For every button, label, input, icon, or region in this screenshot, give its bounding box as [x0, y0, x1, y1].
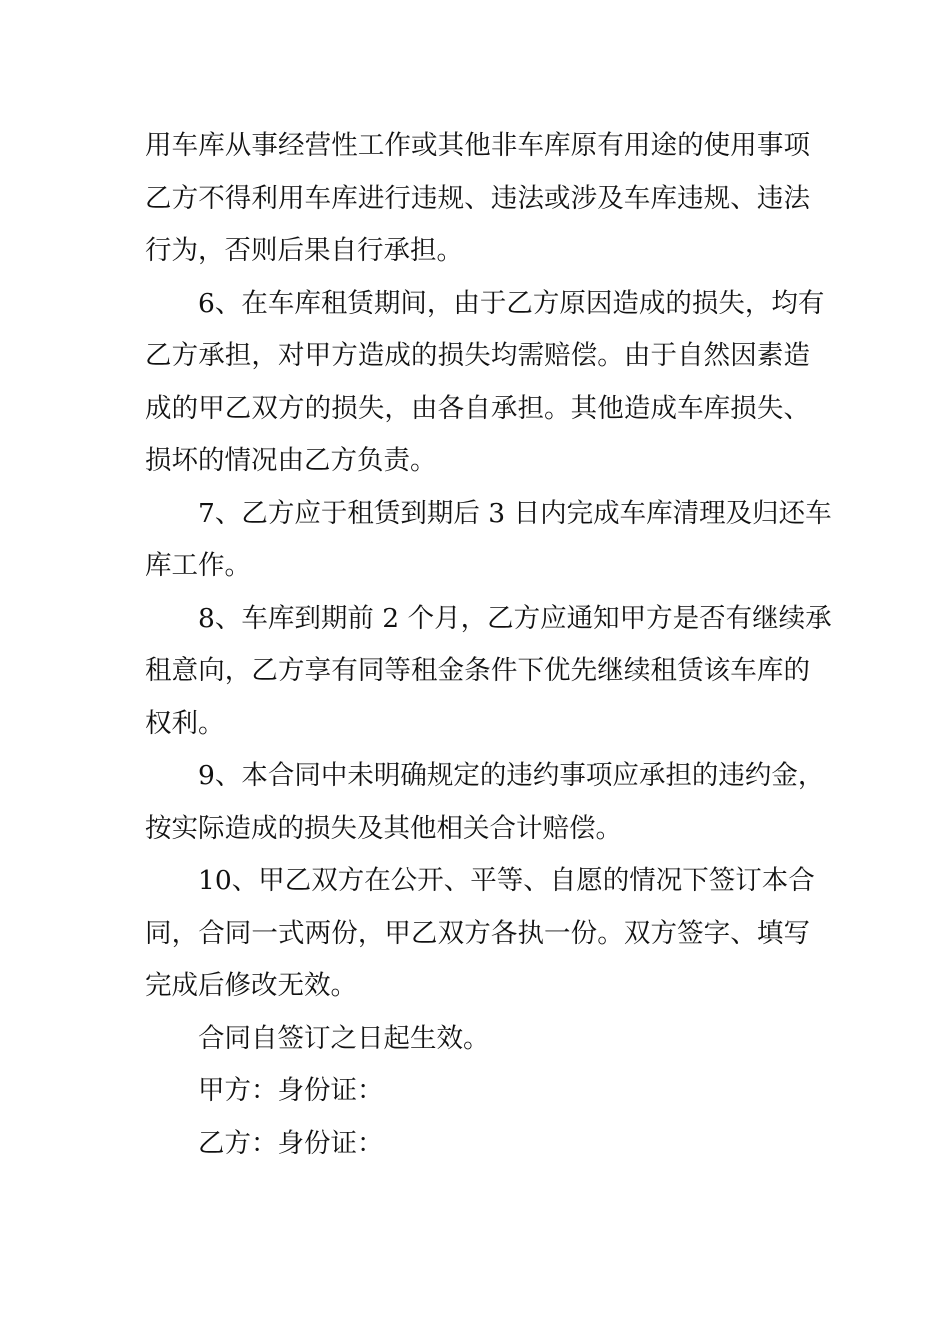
clause-5-line-3: 行为，否则后果自行承担。 — [145, 235, 463, 266]
party-a-signature-line: 甲方：身份证： — [198, 1075, 384, 1106]
party-b-signature-line: 乙方：身份证： — [198, 1127, 384, 1159]
contract-page — [145, 120, 832, 1170]
clause-8-line-1: 8、车库到期前 2 个月，乙方应通知甲方是否有继续承 — [198, 602, 832, 634]
clause-7-line-2: 库工作。 — [145, 550, 251, 581]
clause-8-line-2: 租意向，乙方享有同等租金条件下优先继续租赁该车库的 — [145, 655, 810, 686]
clause-9-line-1: 9、本合同中未明确规定的违约事项应承担的违约金， — [198, 760, 825, 791]
clause-10-line-1: 10、甲乙双方在公开、平等、自愿的情况下签订本合 — [198, 865, 815, 896]
clause-10-line-2: 同，合同一式两份，甲乙双方各执一份。双方签字、填写 — [145, 917, 810, 949]
effective-clause: 合同自签订之日起生效。 — [198, 1022, 490, 1054]
clause-6-line-1: 6、在车库租赁期间，由于乙方原因造成的损失，均有 — [198, 287, 825, 319]
clause-5-line-1: 用车库从事经营性工作或其他非车库原有用途的使用事项 — [145, 130, 810, 161]
clause-8-line-3: 权利。 — [145, 707, 225, 739]
clause-9-line-2: 按实际造成的损失及其他相关合计赔偿。 — [145, 812, 622, 844]
clause-6-line-4: 损坏的情况由乙方负责。 — [145, 445, 437, 476]
clause-10-line-3: 完成后修改无效。 — [145, 970, 357, 1001]
clause-5-line-2: 乙方不得利用车库进行违规、违法或涉及车库违规、违法 — [145, 182, 810, 214]
clause-6-line-3: 成的甲乙双方的损失，由各自承担。其他造成车库损失、 — [145, 392, 810, 424]
clause-7-line-1: 7、乙方应于租赁到期后 3 日内完成车库清理及归还车 — [198, 497, 832, 529]
clause-6-line-2: 乙方承担，对甲方造成的损失均需赔偿。由于自然因素造 — [145, 340, 810, 371]
